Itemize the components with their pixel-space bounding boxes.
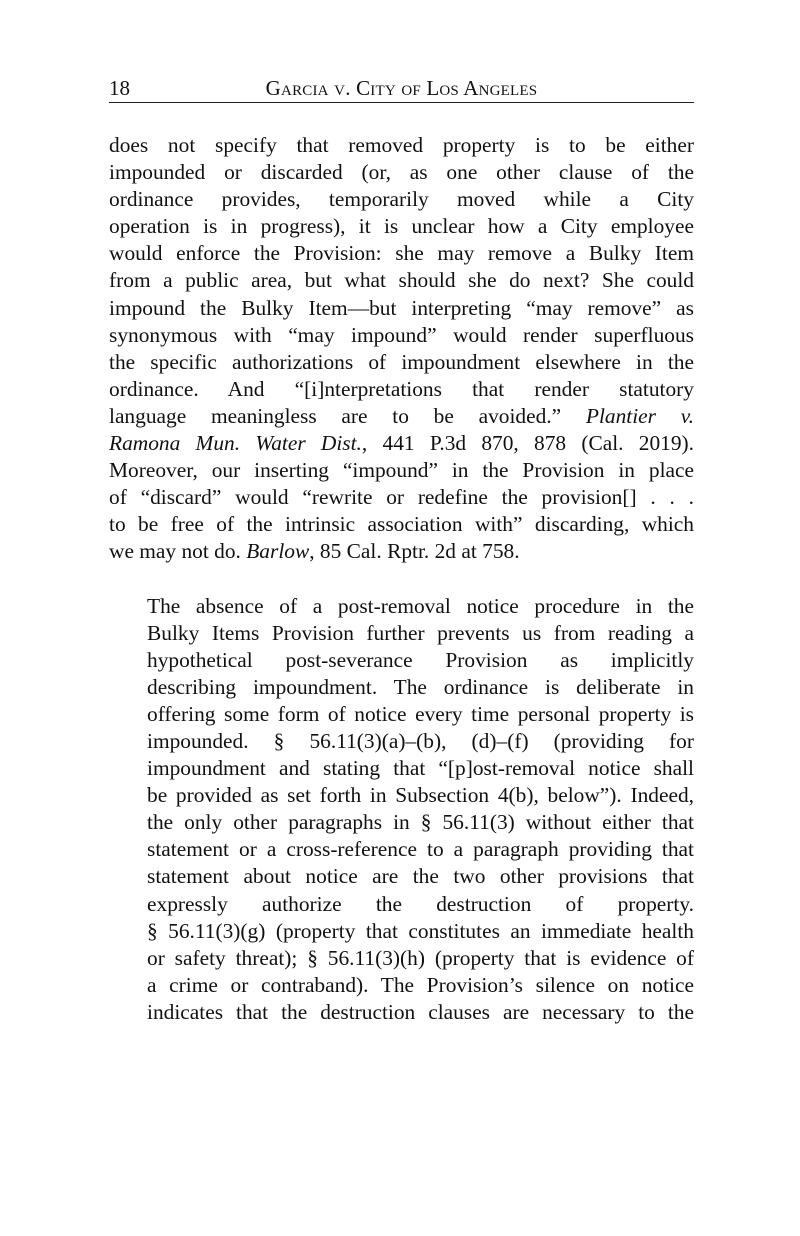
text-line: ordinance provides, temporarily moved while a City <box>109 187 694 212</box>
text-line: a crime or contraband). The Provision’s silence on notice <box>147 972 694 997</box>
text-line: The absence of a post-removal notice procedure in the <box>147 593 694 618</box>
text-line: statement about notice are the two other provisions that <box>147 864 694 889</box>
text-line: describing impoundment. The ordinance is deliberate in <box>147 674 694 699</box>
page-number: 18 <box>109 76 130 100</box>
text-line: be provided as set forth in Subsection 4(b), below”). Indeed, <box>147 783 694 808</box>
text-line <box>109 403 694 430</box>
text-line: § 56.11(3)(g) (property that constitutes an immediate health <box>147 918 694 943</box>
line-text: language meaningless are to be avoided.” <box>109 403 586 428</box>
text-line: from a public area, but what should she do next? She could <box>109 268 694 293</box>
case-citation-name: Plantier v. <box>585 403 694 428</box>
text-line: or safety threat); § 56.11(3)(h) (property that is evidence of <box>147 945 694 970</box>
text-line: operation is in progress), it is unclear how a City employee <box>109 214 694 239</box>
text-line: impoundment and stating that “[p]ost-removal notice shall <box>147 756 694 781</box>
case-citation-name: Ramona Mun. Water Dist. <box>109 431 362 456</box>
text-line: does not specify that removed property is to be either <box>109 133 694 157</box>
text-line: Bulky Items Provision further prevents us from reading a <box>147 620 694 645</box>
text-line: expressly authorize the destruction of property. <box>147 891 694 916</box>
text-line: indicates that the destruction clauses are necessary to the <box>147 999 694 1024</box>
text-line: hypothetical post-severance Provision as implicitly <box>147 647 694 672</box>
text-line: the only other paragraphs in § 56.11(3) without either that <box>147 810 694 835</box>
citation-reporter: , 441 P.3d 870, 878 (Cal. 2019). <box>361 431 695 456</box>
paragraph-continued <box>109 132 694 566</box>
text-line: synonymous with “may impound” would render superfluous <box>109 322 694 347</box>
text-line: impounded. § 56.11(3)(a)–(b), (d)–(f) (providing for <box>147 728 694 753</box>
case-title: Garcia v. City of Los Angeles <box>265 76 538 100</box>
text-line: impounded or discarded (or, as one other clause of the <box>109 160 694 185</box>
paragraph-new <box>109 593 694 1027</box>
text-line: Moreover, our inserting “impound” in the Provision in place <box>109 458 694 483</box>
text-line: offering some form of notice every time personal property is <box>147 701 694 726</box>
text-line: to be free of the intrinsic association with” discarding, which <box>109 512 694 537</box>
text-line: impound the Bulky Item—but interpreting “may remove” as <box>109 295 694 320</box>
text-line: statement or a cross-reference to a paragraph providing that <box>147 837 694 862</box>
text-line: the specific authorizations of impoundment elsewhere in the <box>109 349 694 374</box>
text-line: ordinance. And “[i]nterpretations that render statutory <box>109 376 694 401</box>
text-line <box>109 538 694 565</box>
citation-reporter: , 85 Cal. Rptr. 2d at 758. <box>309 539 520 564</box>
text-line: would enforce the Provision: she may remove a Bulky Item <box>109 241 694 266</box>
case-citation-name: Barlow <box>246 539 310 564</box>
line-text: we may not do. <box>109 539 247 564</box>
running-header <box>109 76 694 103</box>
text-line: of “discard” would “rewrite or redefine the provision[] . . . <box>109 485 694 510</box>
text-line <box>109 430 694 457</box>
opinion-body <box>109 132 694 1026</box>
